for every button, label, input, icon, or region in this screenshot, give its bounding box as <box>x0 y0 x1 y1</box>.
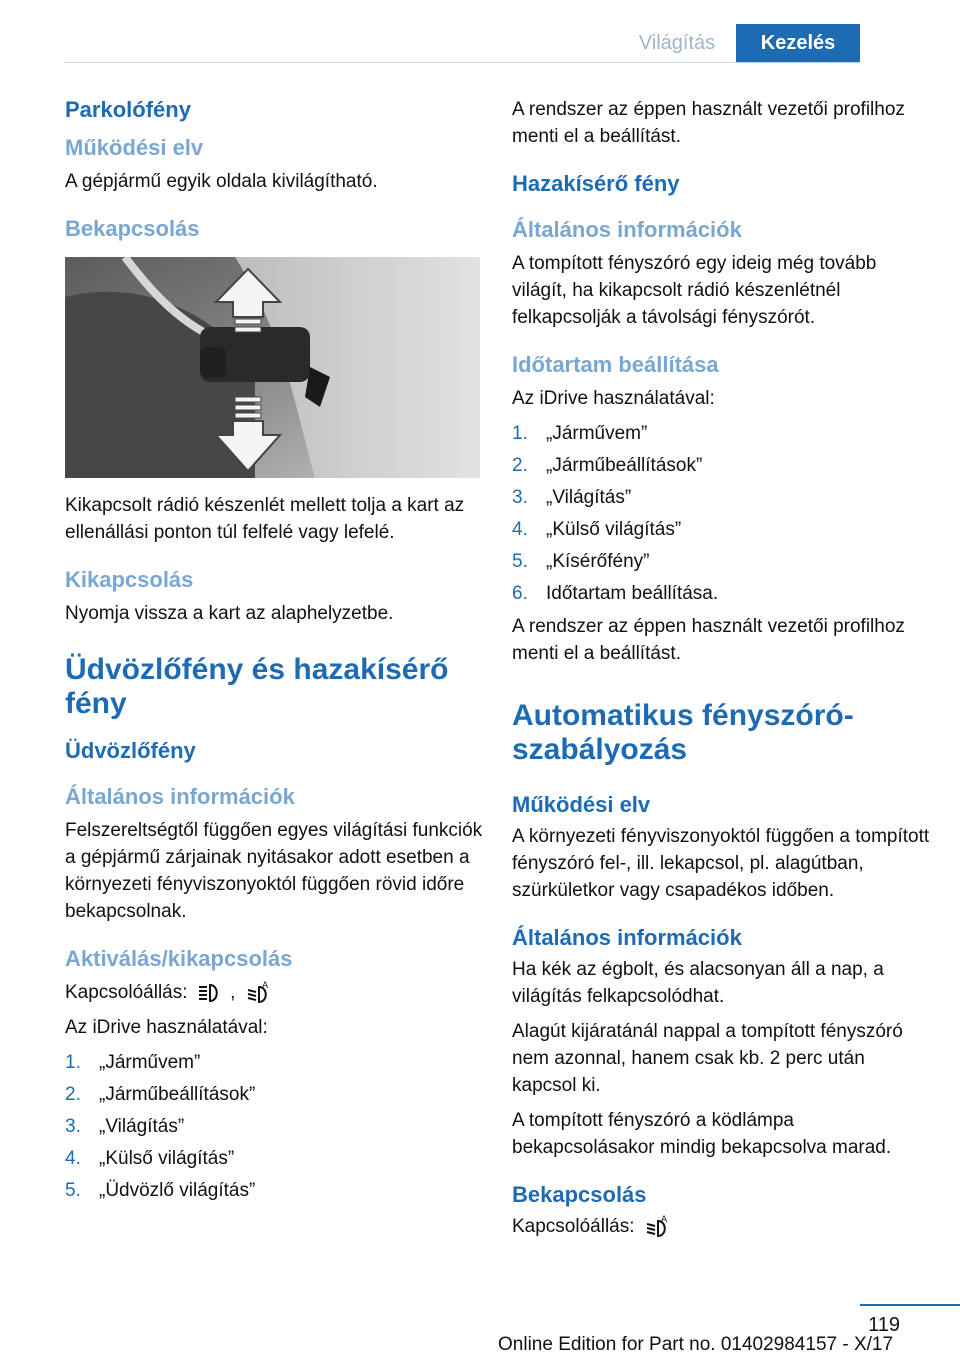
list-item: 1. „Járművem” <box>512 423 648 444</box>
list-item: 3. „Világítás” <box>512 487 632 508</box>
list-item: 2. „Járműbeállítások” <box>512 455 703 476</box>
parking-light-title: Parkolófény <box>65 97 191 122</box>
auto-switch-position <box>512 1213 930 1240</box>
parking-off-heading: Kikapcsolás <box>65 567 194 592</box>
right-column <box>512 96 930 1260</box>
parking-principle-text: A gépjármű egyik oldala kivilágítható. <box>65 171 378 192</box>
home-general-heading: Általános információk <box>512 217 742 242</box>
turn-signal-lever-photo <box>65 257 480 478</box>
switch-position-label: Kapcsolóállás: <box>65 982 188 1003</box>
list-item: 3. „Világítás” <box>65 1116 185 1137</box>
svg-text:A: A <box>660 1214 667 1225</box>
parking-principle-heading: Működési elv <box>65 135 204 160</box>
welcome-switch-position <box>65 979 483 1006</box>
section-tab-lighting[interactable]: Világítás <box>638 32 716 54</box>
list-item: 6. Időtartam beállítása. <box>512 583 719 604</box>
section-tab-operation[interactable]: Kezelés <box>736 24 860 62</box>
auto-headlight-section-title: Automatikus fényszóró-szabályozás <box>512 699 854 766</box>
switch-position-separator: , <box>230 982 236 1003</box>
edition-footer: Online Edition for Part no. 01402984157 - X/17 <box>498 1334 894 1355</box>
switch-position-label: Kapcsolóállás: <box>512 1216 635 1237</box>
list-item: 5. „Kísérőfény” <box>512 551 650 572</box>
welcome-steps-list <box>65 1049 483 1204</box>
left-column <box>65 96 483 1210</box>
list-item: 2. „Járműbeállítások” <box>65 1084 256 1105</box>
welcome-light-title: Üdvözlőfény <box>65 738 196 763</box>
auto-general-text-1: Ha kék az égbolt, és alacsonyan áll a nap, a világítás felkapcsolódhat. <box>512 959 884 1007</box>
list-item: 4. „Külső világítás” <box>512 519 682 540</box>
welcome-activate-heading: Aktiválás/kikapcsolás <box>65 946 293 971</box>
header-divider <box>65 62 860 63</box>
home-general-text: A tompított fényszóró egy ideig még tovább világít, ha kikapcsolt rádió készenlétnél felkapcsolják a távolsági fényszórót. <box>512 253 877 328</box>
list-item: 5. „Üdvözlő világítás” <box>65 1180 256 1201</box>
parking-on-text: Kikapcsolt rádió készenlét mellett tolja a kart az ellenállási ponton túl felfelé vagy lefelé. <box>65 495 465 543</box>
welcome-section-title: Üdvözlőfény és hazakísérő fény <box>65 653 449 720</box>
welcome-general-text: Felszereltségtől függően egyes világítási funkciók a gépjármű zárjainak nyitásakor adott esetben a környezeti fényviszonyoktól függően rövid időre bekapcsolnak. <box>65 820 483 922</box>
auto-principle-heading: Működési elv <box>512 792 651 817</box>
home-idrive-intro: Az iDrive használatával: <box>512 388 715 409</box>
welcome-general-heading: Általános információk <box>65 784 295 809</box>
page-number: 119 <box>868 1314 900 1336</box>
list-item: 1. „Járművem” <box>65 1052 201 1073</box>
profile-note-2: A rendszer az éppen használt vezetői profilhoz menti el a beállítást. <box>512 616 905 664</box>
automatic-headlight-icon <box>644 1215 670 1239</box>
profile-note-1: A rendszer az éppen használt vezetői profilhoz menti el a beállítást. <box>512 99 905 147</box>
svg-text:A: A <box>261 980 268 991</box>
auto-general-heading: Általános információk <box>512 925 742 950</box>
parking-off-text: Nyomja vissza a kart az alaphelyzetbe. <box>65 603 394 624</box>
list-item: 4. „Külső világítás” <box>65 1148 235 1169</box>
home-steps-list <box>512 420 930 607</box>
auto-general-text-2: Alagút kijáratánál nappal a tompított fényszóró nem azonnal, hanem csak kb. 2 perc után kapcsol ki. <box>512 1021 903 1096</box>
home-light-title: Hazakísérő fény <box>512 171 680 196</box>
parking-light-symbol-icon <box>197 982 221 1004</box>
welcome-idrive-intro: Az iDrive használatával: <box>65 1017 268 1038</box>
auto-principle-text: A környezeti fényviszonyoktól függően a tompított fényszóró fel-, ill. lekapcsol, pl. alagútban, szürkületkor vagy csapadékos időben. <box>512 826 930 901</box>
auto-on-heading: Bekapcsolás <box>512 1182 647 1207</box>
home-duration-heading: Időtartam beállítása <box>512 352 719 377</box>
footer-divider <box>860 1304 960 1306</box>
auto-general-text-3: A tompított fényszóró a ködlámpa bekapcsolásakor mindig bekapcsolva marad. <box>512 1110 892 1158</box>
automatic-headlight-icon <box>245 981 271 1005</box>
parking-on-heading: Bekapcsolás <box>65 216 200 241</box>
